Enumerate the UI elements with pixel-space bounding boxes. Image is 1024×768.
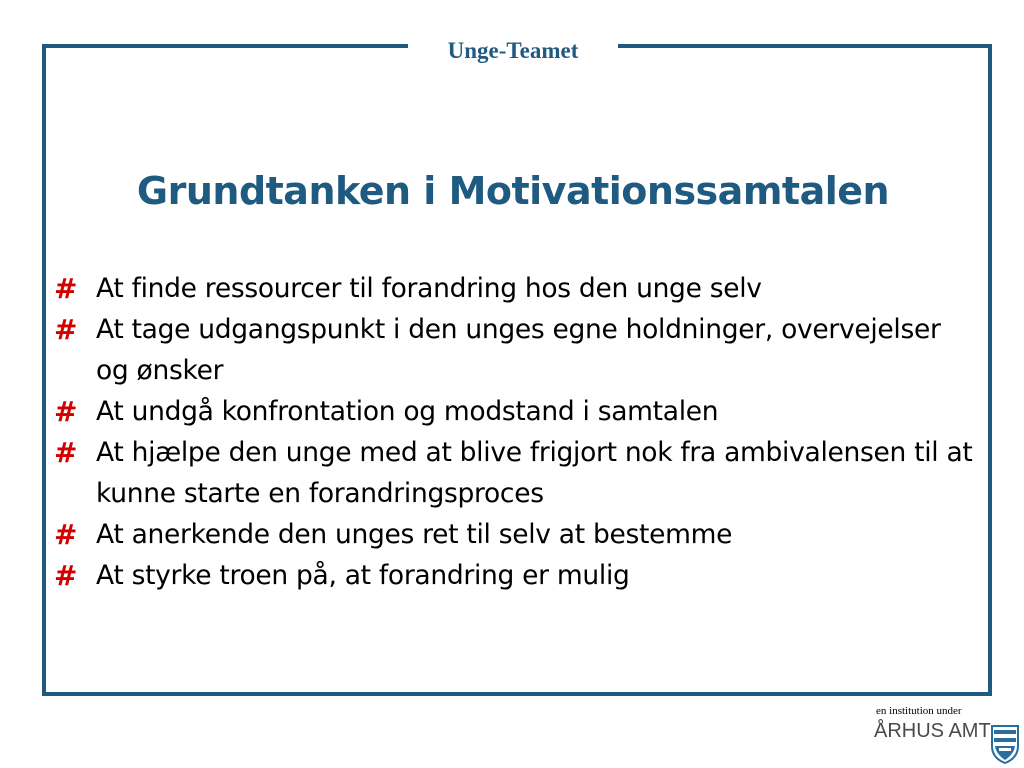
aarhus-amt-logo: ÅRHUS AMT <box>874 720 991 742</box>
bullet-text: At anerkende den unges ret til selv at bestemme <box>96 519 733 550</box>
hash-bullet-icon: # <box>54 518 78 551</box>
coat-of-arms-icon <box>990 724 1020 764</box>
bullet-text: At undgå konfrontation og modstand i samtalen <box>96 396 719 427</box>
hash-bullet-icon: # <box>54 272 78 305</box>
bullet-item <box>54 555 974 596</box>
bullet-item <box>54 268 974 309</box>
bullet-item <box>54 309 974 391</box>
header-title: Unge-Teamet <box>408 34 618 68</box>
bullet-text: At tage udgangspunkt i den unges egne holdninger, overvejelser og ønsker <box>96 314 941 386</box>
bullet-list <box>54 268 974 596</box>
hash-bullet-icon: # <box>54 395 78 428</box>
slide-title: Grundtanken i Motivationssamtalen <box>136 169 890 213</box>
bullet-item <box>54 391 974 432</box>
bullet-text: At styrke troen på, at forandring er mulig <box>96 560 630 591</box>
hash-bullet-icon: # <box>54 313 78 346</box>
bullet-text: At hjælpe den unge med at blive frigjort nok fra ambivalensen til at kunne starte en forandringsproces <box>96 437 973 509</box>
bullet-item <box>54 514 974 555</box>
hash-bullet-icon: # <box>54 436 78 469</box>
hash-bullet-icon: # <box>54 559 78 592</box>
bullet-item <box>54 432 974 514</box>
footer-caption: en institution under <box>876 705 962 717</box>
bullet-text: At finde ressourcer til forandring hos den unge selv <box>96 273 762 304</box>
